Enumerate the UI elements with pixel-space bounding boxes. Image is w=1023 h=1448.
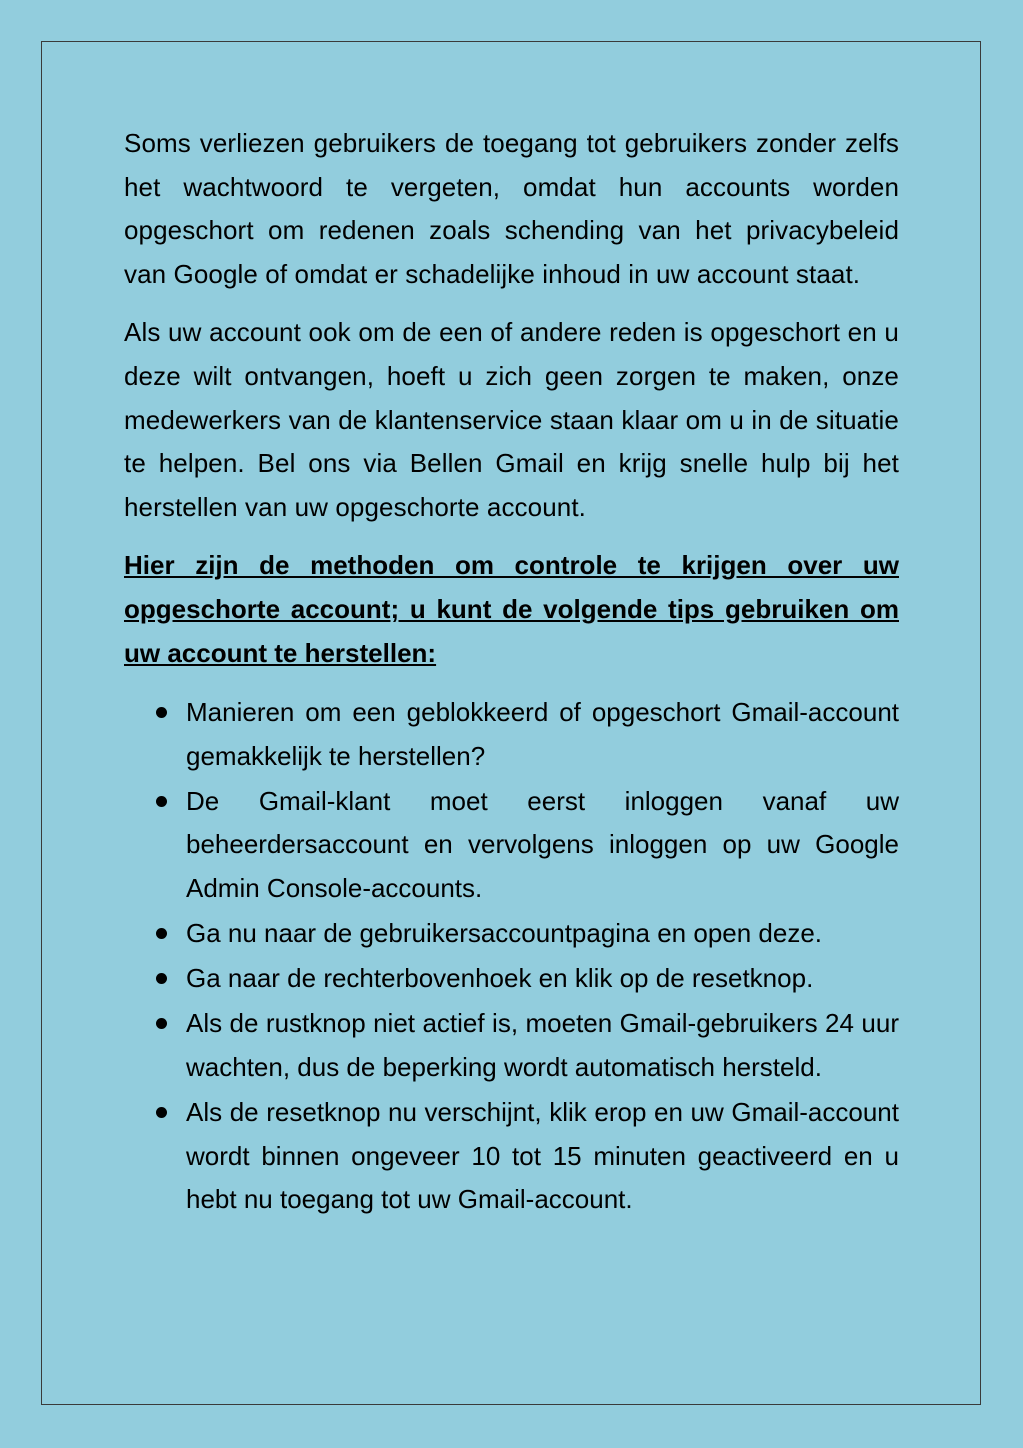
list-item-text: De Gmail-klant moet eerst inloggen vanaf uw beheerdersaccount en vervolgens inloggen op uw Google Admin Console-accounts.: [186, 785, 899, 903]
list-item-text: Ga nu naar de gebruikersaccountpagina en open deze.: [186, 918, 823, 949]
list-item-text: Als de resetknop nu verschijnt, klik erop en uw Gmail-account wordt binnen ongeveer 10 tot 15 minuten geactiveerd en u hebt nu toegang tot uw Gmail-account.: [186, 1096, 899, 1215]
list-item: [124, 780, 899, 911]
list-item: [124, 1002, 899, 1089]
list-item: [124, 957, 899, 1001]
tips-list: [124, 691, 899, 1222]
list-item-text: Manieren om een geblokkeerd of opgeschort Gmail-account gemakkelijk te herstellen?: [186, 697, 899, 771]
document-body: [124, 122, 899, 1223]
intro-paragraph: Soms verliezen gebruikers de toegang tot gebruikers zonder zelfs het wachtwoord te vergeten, omdat hun accounts worden opgeschort om redenen zoals schending van het privacybeleid van Google of omdat er schadelijke inhoud in uw account staat.: [124, 128, 899, 289]
methods-heading: Hier zijn de methoden om controle te krijgen over uw opgeschorte account; u kunt de volgende tips gebruiken om uw account te herstellen:: [124, 550, 899, 668]
list-item: [124, 691, 899, 778]
bullet-icon: [156, 973, 167, 984]
list-item: [124, 1091, 899, 1222]
bullet-icon: [156, 1018, 167, 1029]
support-paragraph: Als uw account ook om de een of andere reden is opgeschort en u deze wilt ontvangen, hoeft u zich geen zorgen te maken, onze medewerkers van de klantenservice staan klaar om u in de situatie te helpen. Bel ons via Bellen Gmail en krijg snelle hulp bij het herstellen van uw opgeschorte account.: [124, 317, 899, 522]
bullet-icon: [156, 928, 167, 939]
bullet-icon: [156, 707, 167, 718]
list-item: [124, 912, 899, 956]
list-item-text: Ga naar de rechterbovenhoek en klik op de resetknop.: [186, 963, 814, 994]
bullet-icon: [156, 796, 167, 807]
list-item-text: Als de rustknop niet actief is, moeten Gmail-gebruikers 24 uur wachten, dus de beperking wordt automatisch hersteld.: [186, 1008, 899, 1082]
bullet-icon: [156, 1107, 167, 1118]
